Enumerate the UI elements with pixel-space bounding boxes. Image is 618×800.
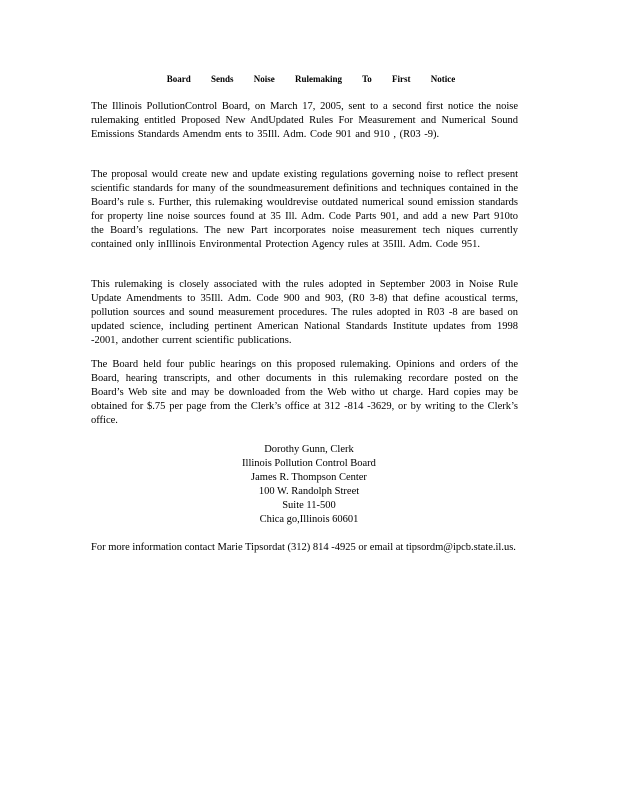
signature-org: Illinois Pollution Control Board bbox=[242, 458, 376, 469]
signature-city: Chica go,Illinois 60601 bbox=[259, 514, 359, 525]
signature-name: Dorothy Gunn, Clerk bbox=[264, 444, 354, 455]
paragraph-intro: The Illinois PollutionControl Board, on March 17, 2005, sent to a second first notice the noise rulemaking entitled Proposed New AndUpdated Rules For Measurement and Numerical Sound Emissions Standards Amendm ents to 35Ill. Adm. Code 901 and 910 , (R03 -9). bbox=[91, 101, 518, 140]
signature-street: 100 W. Randolph Street bbox=[258, 486, 360, 497]
paragraph-association: This rulemaking is closely associated with the rules adopted in September 2003 in Noise Rule Update Amendments to 35Ill. Adm. Code 900 and 903, (R0 3-8) that define acoustical terms, pollution sources and sound measurement procedures. The rules adopted in R03 -8 are based on updated science, including pertinent American National Standards Institute updates from 1998 -2001, andother current scientific publications. bbox=[91, 279, 518, 346]
paragraph-hearings: The Board held four public hearings on this proposed rulemaking. Opinions and orders of the Board, hearing transcripts, and other documents in this rulemaking recordare posted on the Board’s Web site and may be downloaded from the Web witho ut charge. Hard copies may be obtained for $.75 per page from the Clerk’s office at 312 -814 -3629, or by writing to the Clerk’s office. bbox=[91, 359, 518, 426]
document-title: Board Sends Noise Rulemaking To First Notice bbox=[166, 74, 456, 84]
paragraph-proposal: The proposal would create new and update existing regulations governing noise to reflect present scientific standards for many of the soundmeasurement definitions and techniques contained in the Board’s rule s. Further, this rulemaking wouldrevise outdated numerical sound emission standards for property line noise sources found at 35 Ill. Adm. Code Parts 901, and add a new Part 910to the Board’s regulations. The new Part incorporates noise measurement tech niques currently contained only inIllinois Environmental Protection Agency rules at 35Ill. Adm. Code 951. bbox=[91, 169, 518, 250]
signature-suite: Suite 11-500 bbox=[282, 500, 336, 511]
signature-building: James R. Thompson Center bbox=[251, 472, 367, 483]
contact-info: For more information contact Marie Tipsordat (312) 814 -4925 or email at tipsordm@ipcb.state.il.us. bbox=[91, 542, 516, 553]
signature-block bbox=[0, 443, 618, 527]
